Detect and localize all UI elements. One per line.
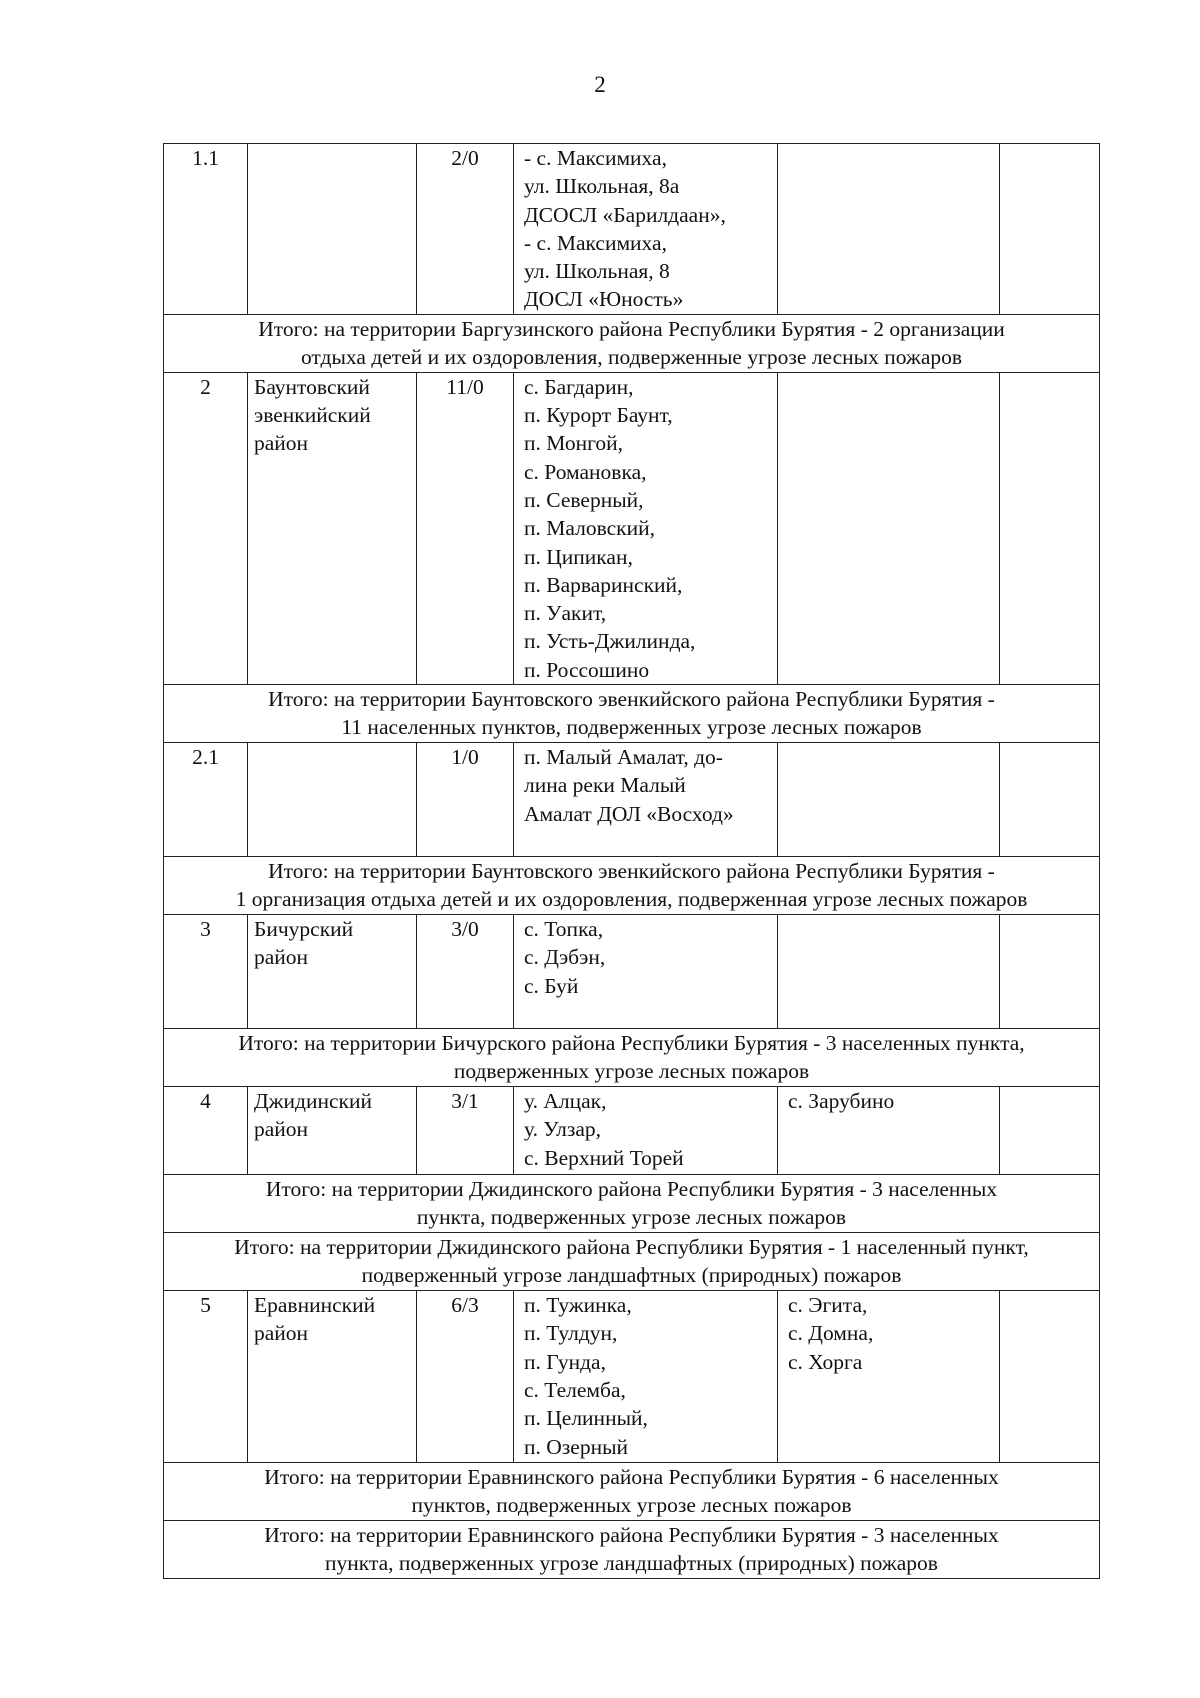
forest-fire-settlements: - с. Максимиха, ул. Школьная, 8а ДСОСЛ «Барилдаан», - с. Максимиха, ул. Школьная, 8 ДОСЛ «Юность» xyxy=(514,144,778,315)
forest-fire-settlements: у. Алцак, у. Улзар, с. Верхний Торей xyxy=(514,1087,778,1175)
summary-text: Итого: на территории Джидинского района Республики Бурятия - 3 населенных пункта, подверженных угрозе лесных пожаров xyxy=(164,1175,1100,1233)
row-number: 3 xyxy=(164,915,248,1029)
district-name xyxy=(248,144,417,315)
district-name: Баунтовский эвенкийский район xyxy=(248,372,417,684)
forest-fire-settlements: с. Топка, с. Дэбэн, с. Буй xyxy=(514,915,778,1029)
note-cell xyxy=(1000,915,1100,1029)
settlement-count: 6/3 xyxy=(417,1291,514,1463)
settlement-count: 2/0 xyxy=(417,144,514,315)
note-cell xyxy=(1000,1291,1100,1463)
note-cell xyxy=(1000,743,1100,857)
summary-text: Итого: на территории Еравнинского района Республики Бурятия - 3 населенных пункта, подверженных угрозе ландшафтных (природных) пожаров xyxy=(164,1521,1100,1579)
summary-text: Итого: на территории Баунтовского эвенкийского района Республики Бурятия - 11 населенных пунктов, подверженных угрозе лесных пожаров xyxy=(164,685,1100,743)
settlement-count: 11/0 xyxy=(417,372,514,684)
note-cell xyxy=(1000,1087,1100,1175)
summary-text: Итого: на территории Еравнинского района Республики Бурятия - 6 населенных пунктов, подверженных угрозе лесных пожаров xyxy=(164,1463,1100,1521)
district-name: Джидинский район xyxy=(248,1087,417,1175)
summary-row xyxy=(164,314,1100,372)
forest-fire-settlements: с. Багдарин, п. Курорт Баунт, п. Монгой, с. Романовка, п. Северный, п. Маловский, п. Ципикан, п. Варваринский, п. Уакит, п. Усть-Джилинда, п. Россошино xyxy=(514,372,778,684)
row-number: 4 xyxy=(164,1087,248,1175)
page-number: 2 xyxy=(594,72,606,97)
summary-text: Итого: на территории Джидинского района Республики Бурятия - 1 населенный пункт, подверженный угрозе ландшафтных (природных) пожаров xyxy=(164,1233,1100,1291)
district-name xyxy=(248,743,417,857)
table-row xyxy=(164,144,1100,315)
landscape-fire-settlements xyxy=(778,743,1000,857)
summary-row xyxy=(164,1521,1100,1579)
row-number: 2.1 xyxy=(164,743,248,857)
forest-fire-settlements: п. Малый Амалат, до- лина реки Малый Амалат ДОЛ «Восход» xyxy=(514,743,778,857)
landscape-fire-settlements xyxy=(778,372,1000,684)
summary-row xyxy=(164,857,1100,915)
table-row xyxy=(164,372,1100,684)
summary-text: Итого: на территории Баунтовского эвенкийского района Республики Бурятия - 1 организация отдыха детей и их оздоровления, подверженная угрозе лесных пожаров xyxy=(164,857,1100,915)
landscape-fire-settlements xyxy=(778,144,1000,315)
landscape-fire-settlements: с. Зарубино xyxy=(778,1087,1000,1175)
table-row xyxy=(164,743,1100,857)
district-name: Еравнинский район xyxy=(248,1291,417,1463)
note-cell xyxy=(1000,372,1100,684)
row-number: 5 xyxy=(164,1291,248,1463)
settlement-count: 3/1 xyxy=(417,1087,514,1175)
landscape-fire-settlements: с. Эгита, с. Домна, с. Хорга xyxy=(778,1291,1000,1463)
summary-row xyxy=(164,1463,1100,1521)
settlement-count: 1/0 xyxy=(417,743,514,857)
settlement-count: 3/0 xyxy=(417,915,514,1029)
table-row xyxy=(164,915,1100,1029)
table-row xyxy=(164,1291,1100,1463)
summary-row xyxy=(164,685,1100,743)
landscape-fire-settlements xyxy=(778,915,1000,1029)
summary-row xyxy=(164,1175,1100,1233)
row-number: 1.1 xyxy=(164,144,248,315)
summary-text: Итого: на территории Бичурского района Республики Бурятия - 3 населенных пункта, подверженных угрозе лесных пожаров xyxy=(164,1029,1100,1087)
forest-fire-settlements: п. Тужинка, п. Тулдун, п. Гунда, с. Телемба, п. Целинный, п. Озерный xyxy=(514,1291,778,1463)
note-cell xyxy=(1000,144,1100,315)
summary-row xyxy=(164,1233,1100,1291)
settlements-table xyxy=(163,143,1100,1579)
district-name: Бичурский район xyxy=(248,915,417,1029)
table-row xyxy=(164,1087,1100,1175)
summary-row xyxy=(164,1029,1100,1087)
row-number: 2 xyxy=(164,372,248,684)
summary-text: Итого: на территории Баргузинского района Республики Бурятия - 2 организации отдыха детей и их оздоровления, подверженные угрозе лесных пожаров xyxy=(164,314,1100,372)
